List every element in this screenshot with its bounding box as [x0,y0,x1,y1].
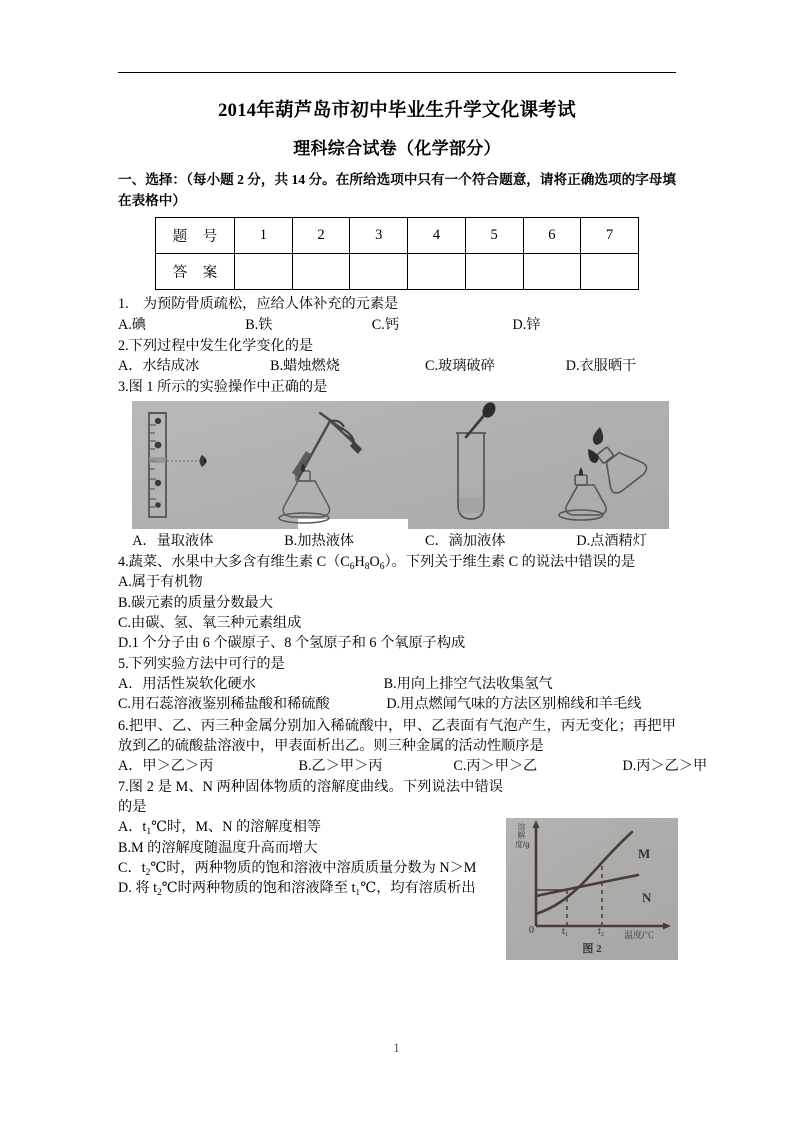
answer-table [155,217,639,290]
page-title: 2014年葫芦岛市初中毕业生升学文化课考试 [218,101,576,121]
question-7-option-a-sub: 1 [146,827,152,838]
measuring-cylinder-icon [136,401,226,529]
answer-cell-1[interactable] [235,254,293,290]
question-7-option-a-post: ℃时，M、N 的溶解度相等 [151,819,322,836]
table-cell-qnum-4: 4 [408,218,466,254]
table-cell-qnum-7: 7 [581,218,639,254]
figure-2-x-axis-label: 温度/℃ [624,930,654,940]
question-2-stem: 2.下列过程中发生化学变化的是 [118,337,314,354]
question-7-option-c-sub: 2 [145,867,151,878]
question-7-option-b-pre: B.M 的溶解度随温度升高而增大 [118,839,318,856]
question-3-stem: 3.图 1 所示的实验操作中正确的是 [118,379,328,395]
question-4-mid-o: O [369,554,380,571]
table-cell-qnum-3: 3 [350,218,408,254]
figure-2-origin-label: 0 [529,925,534,936]
page-number: 1 [393,1040,400,1055]
question-5-stem: 5.下列实验方法中可行的是 [118,656,285,673]
question-4-option-d: D.1 个分子由 6 个碳原子、8 个氢原子和 6 个氧原子构成 [118,634,466,651]
answer-cell-2[interactable] [292,254,350,290]
figure-2-solubility-curve [506,818,678,960]
question-4-mid-h: H [354,554,365,571]
question-6-stem: 6.把甲、乙、丙三种金属分别加入稀硫酸中，甲、乙表面有气泡产生，丙无变化；再把甲放到乙的硫酸盐溶液中，甲表面析出乙。则三种金属的活动性顺序是 [118,717,676,754]
question-5-options-line-1: A．用活性炭软化硬水 B.用向上排空气法收集氢气 [118,676,553,693]
dropper-test-tube-icon [428,401,528,529]
table-row-answers [156,254,639,290]
row-label-question-number: 题 号 [156,218,235,254]
solubility-curve-chart [506,818,678,940]
figure-1-panel-dropper [428,401,528,529]
question-4-option-b: B.碳元素的质量分数最大 [118,594,273,611]
figure-2-caption: 图 2 [582,943,602,955]
page-content [118,98,708,898]
header-rule [118,72,676,73]
question-4-sub-c: 6 [349,562,355,573]
question-7-stem: 7.图 2 是 M、N 两种固体物质的溶解度曲线。下列说法中错误的是 [118,779,503,816]
question-7-option-a-pre: A．t [118,819,147,836]
table-cell-qnum-1: 1 [235,218,293,254]
question-7-option-b [118,838,503,858]
table-cell-qnum-2: 2 [292,218,350,254]
answer-cell-4[interactable] [408,254,466,290]
table-cell-qnum-5: 5 [465,218,523,254]
question-4-option-c: C.由碳、氢、氧三种元素组成 [118,614,302,631]
question-7-option-c-pre: C．t [118,859,146,876]
answer-cell-7[interactable] [581,254,639,290]
table-cell-qnum-6: 6 [523,218,581,254]
lighting-alcohol-lamp-icon [550,401,669,529]
figure-1-panel-measuring-cylinder [136,401,226,529]
heating-liquid-icon [268,401,388,529]
figure-2-curve-label-n: N [642,890,652,905]
figure-2-tick-t2: t₂ [598,926,605,937]
figure-1-panel-lighting-lamp [550,401,669,529]
question-4-stem [118,552,676,572]
question-7-option-d-pre: D. 将 t [118,879,158,896]
question-7-option-c [118,858,503,878]
figure-1-panel-heating-liquid [268,401,388,529]
answer-cell-3[interactable] [350,254,408,290]
question-7-option-d-sub: 2 [157,887,162,898]
question-7-option-a [118,817,503,837]
section-one-instructions: 一、选择：（每小题 2 分，共 14 分。在所给选项中只有一个符合题意，请将正确选项的字母填在表格中） [118,172,676,209]
question-7-option-d [118,878,503,898]
question-4-stem-pre: 4.蔬菜、水果中大多含有维生素 C（C [118,554,350,571]
answer-cell-6[interactable] [523,254,581,290]
figure-2-tick-t1: t₁ [562,926,569,937]
question-7-option-d-post: ℃时两种物质的饱和溶液降至 t₁℃，均有溶质析出 [161,879,476,896]
question-4-option-a: A.属于有机物 [118,574,203,591]
figure-2-curve-label-m: M [638,846,651,861]
question-5-options-line-2: C.用石蕊溶液鉴别稀盐酸和稀硫酸 D.用点燃闻气味的方法区别棉线和羊毛线 [118,696,642,713]
question-4-stem-post: ）。下列关于维生素 C 的说法中错误的是 [384,554,636,571]
question-6-options: A．甲＞乙＞丙 B.乙＞甲＞丙 C.丙＞甲＞乙 D.丙＞乙＞甲 [118,757,708,774]
question-1-options: A.碘 B.铁 C.钙 D.锌 [118,316,541,333]
question-4-sub-o: 6 [379,562,385,573]
row-label-answer: 答 案 [156,254,235,290]
question-2-options: A．水结成冰 B.蜡烛燃烧 C.玻璃破碎 D.衣服晒干 [118,357,637,374]
question-7-option-c-post: ℃时，两种物质的饱和溶液中溶质质量分数为 N＞M [150,859,477,876]
figure-1-lab-operations [118,401,669,529]
figure-1-white-margin-left [118,401,132,529]
answer-cell-5[interactable] [465,254,523,290]
question-4-sub-h: 8 [364,562,370,573]
page-subtitle: 理科综合试卷（化学部分） [293,138,501,158]
table-row-question-numbers [156,218,639,254]
question-1-stem: 1. 为预防骨质疏松，应给人体补充的元素是 [118,296,399,313]
question-3-options: A．量取液体 B.加热液体 C．滴加液体 D.点酒精灯 [118,533,647,550]
figure-2-y-axis-label: 溶解度/g [515,823,530,849]
